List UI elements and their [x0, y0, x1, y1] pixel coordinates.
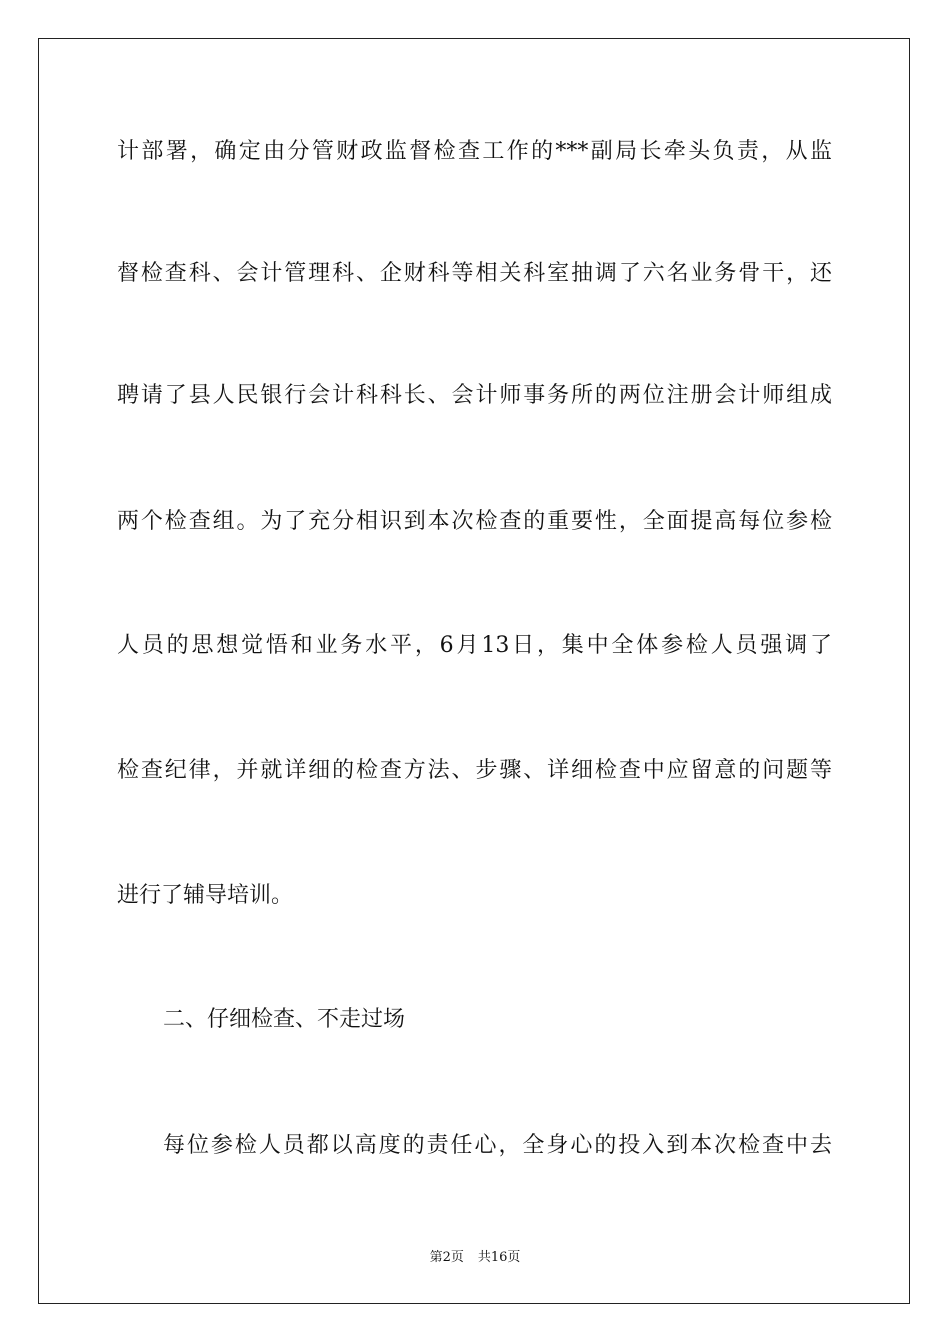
paragraph-start: 每位参检人员都以高度的责任心，全身心的投入到本次检查中去 — [163, 1133, 832, 1158]
page-number: 第2页 — [429, 1250, 464, 1265]
body-line-1: 计部署，确定由分管财政监督检查工作的***副局长牵头负责，从监 — [117, 139, 832, 164]
body-line-3: 聘请了县人民银行会计科科长、会计师事务所的两位注册会计师组成 — [117, 383, 832, 408]
body-line-2: 督检查科、会计管理科、企财科等相关科室抽调了六名业务骨干，还 — [117, 261, 832, 286]
body-line-6: 检查纪律，并就详细的检查方法、步骤、详细检查中应留意的问题等 — [117, 758, 832, 783]
page-footer — [0, 1249, 950, 1267]
body-line-7: 进行了辅导培训。 — [117, 883, 294, 908]
page-total: 共16页 — [477, 1250, 521, 1265]
section-heading: 二、仔细检查、不走过场 — [163, 1007, 406, 1032]
body-line-5: 人员的思想觉悟和业务水平，6月13日，集中全体参检人员强调了 — [117, 633, 832, 658]
page-border — [38, 38, 910, 1304]
body-line-4: 两个检查组。为了充分相识到本次检查的重要性，全面提高每位参检 — [117, 509, 832, 534]
